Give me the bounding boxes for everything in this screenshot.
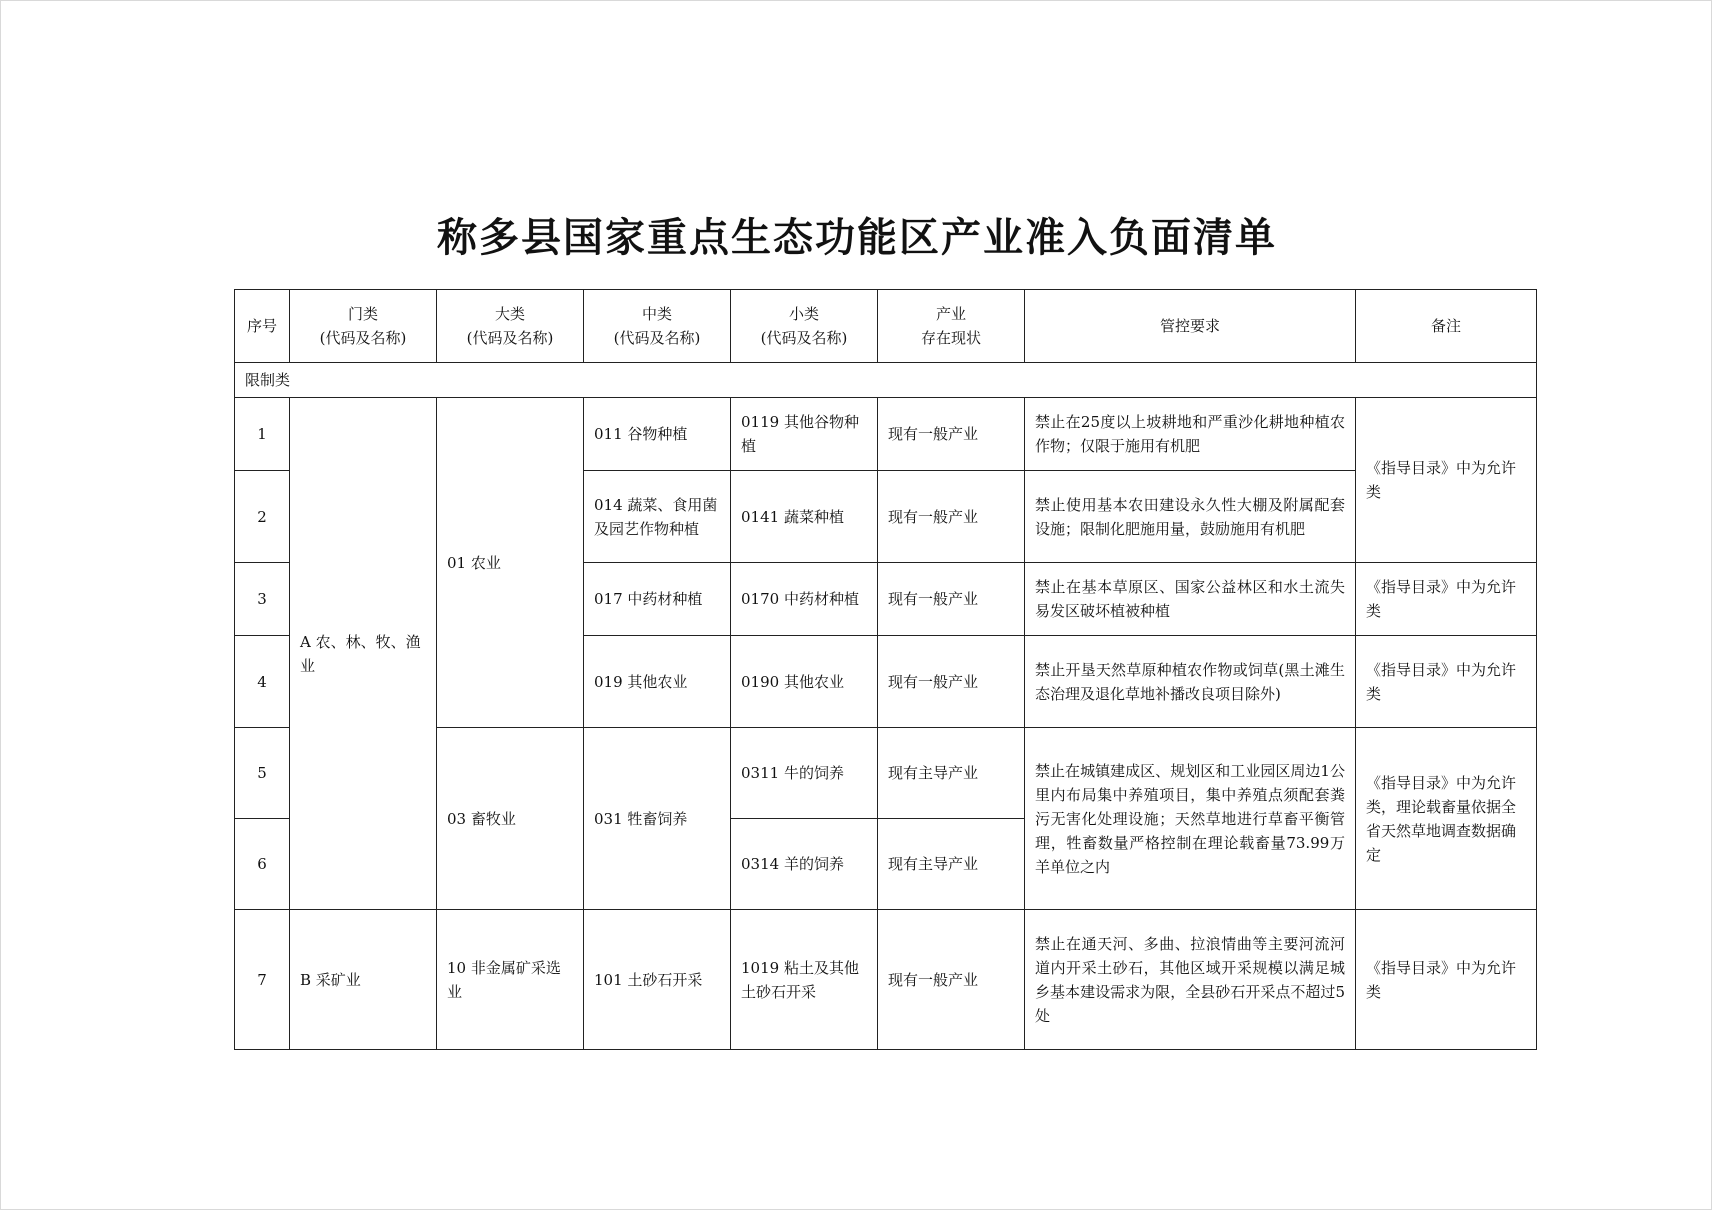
- header-row: [235, 290, 1537, 363]
- page-title: 称多县国家重点生态功能区产业准入负面清单: [437, 215, 1277, 261]
- status-cell: 现有主导产业: [878, 819, 1025, 910]
- da-10-cell: 10 非金属矿采选业: [437, 910, 584, 1050]
- xiao-0119-cell: 0119 其他谷物种植: [731, 398, 878, 471]
- xiao-0190-cell: 0190 其他农业: [731, 636, 878, 728]
- status-cell: 现有主导产业: [878, 728, 1025, 819]
- status-cell: 现有一般产业: [878, 910, 1025, 1050]
- control-cell: 禁止在基本草原区、国家公益林区和水土流失易发区破坏植被种植: [1025, 563, 1356, 636]
- control-cell: 禁止在通天河、多曲、拉浪情曲等主要河流河道内开采土砂石，其他区域开采规模以满足城乡基本建设需求为限，全县砂石开采点不超过5处: [1025, 910, 1356, 1050]
- zhong-019-cell: 019 其他农业: [584, 636, 731, 728]
- zhong-014-cell: 014 蔬菜、食用菌及园艺作物种植: [584, 471, 731, 563]
- xiao-0170-cell: 0170 中药材种植: [731, 563, 878, 636]
- row-seq: 5: [235, 728, 290, 819]
- header-zhong: 中类 (代码及名称): [584, 290, 731, 363]
- status-cell: 现有一般产业: [878, 398, 1025, 471]
- header-status: 产业 存在现状: [878, 290, 1025, 363]
- note-cell: 《指导目录》中为允许类: [1356, 636, 1537, 728]
- header-da: 大类 (代码及名称): [437, 290, 584, 363]
- row-seq: 2: [235, 471, 290, 563]
- negative-list-table: [234, 289, 1537, 1050]
- control-cell: 禁止在城镇建成区、规划区和工业园区周边1公里内布局集中养殖项目，集中养殖点须配套粪污无害化处理设施；天然草地进行草畜平衡管理，牲畜数量严格控制在理论载畜量73.99万羊单位之内: [1025, 728, 1356, 910]
- zhong-031-cell: 031 牲畜饲养: [584, 728, 731, 910]
- da-01-cell: 01 农业: [437, 398, 584, 728]
- header-men: 门类 (代码及名称): [290, 290, 437, 363]
- status-cell: 现有一般产业: [878, 471, 1025, 563]
- zhong-017-cell: 017 中药材种植: [584, 563, 731, 636]
- note-cell: 《指导目录》中为允许类: [1356, 563, 1537, 636]
- da-03-cell: 03 畜牧业: [437, 728, 584, 910]
- header-seq: 序号: [235, 290, 290, 363]
- header-xiao: 小类 (代码及名称): [731, 290, 878, 363]
- xiao-1019-cell: 1019 粘土及其他土砂石开采: [731, 910, 878, 1050]
- note-cell: 《指导目录》中为允许类: [1356, 398, 1537, 563]
- row-seq: 1: [235, 398, 290, 471]
- header-control: 管控要求: [1025, 290, 1356, 363]
- control-cell: 禁止在25度以上坡耕地和严重沙化耕地种植农作物；仅限于施用有机肥: [1025, 398, 1356, 471]
- row-seq: 6: [235, 819, 290, 910]
- section-row: [235, 363, 1537, 398]
- xiao-0314-cell: 0314 羊的饲养: [731, 819, 878, 910]
- table-row: [235, 398, 1537, 471]
- xiao-0141-cell: 0141 蔬菜种植: [731, 471, 878, 563]
- men-b-cell: B 采矿业: [290, 910, 437, 1050]
- header-note: 备注: [1356, 290, 1537, 363]
- table-row: [235, 910, 1537, 1050]
- row-seq: 7: [235, 910, 290, 1050]
- control-cell: 禁止开垦天然草原种植农作物或饲草(黑土滩生态治理及退化草地补播改良项目除外): [1025, 636, 1356, 728]
- note-cell: 《指导目录》中为允许类，理论载畜量依据全省天然草地调查数据确定: [1356, 728, 1537, 910]
- row-seq: 4: [235, 636, 290, 728]
- men-a-cell: A 农、林、牧、渔业: [290, 398, 437, 910]
- zhong-101-cell: 101 土砂石开采: [584, 910, 731, 1050]
- section-label: 限制类: [235, 363, 1537, 398]
- xiao-0311-cell: 0311 牛的饲养: [731, 728, 878, 819]
- control-cell: 禁止使用基本农田建设永久性大棚及附属配套设施；限制化肥施用量，鼓励施用有机肥: [1025, 471, 1356, 563]
- zhong-011-cell: 011 谷物种植: [584, 398, 731, 471]
- status-cell: 现有一般产业: [878, 636, 1025, 728]
- status-cell: 现有一般产业: [878, 563, 1025, 636]
- note-cell: 《指导目录》中为允许类: [1356, 910, 1537, 1050]
- row-seq: 3: [235, 563, 290, 636]
